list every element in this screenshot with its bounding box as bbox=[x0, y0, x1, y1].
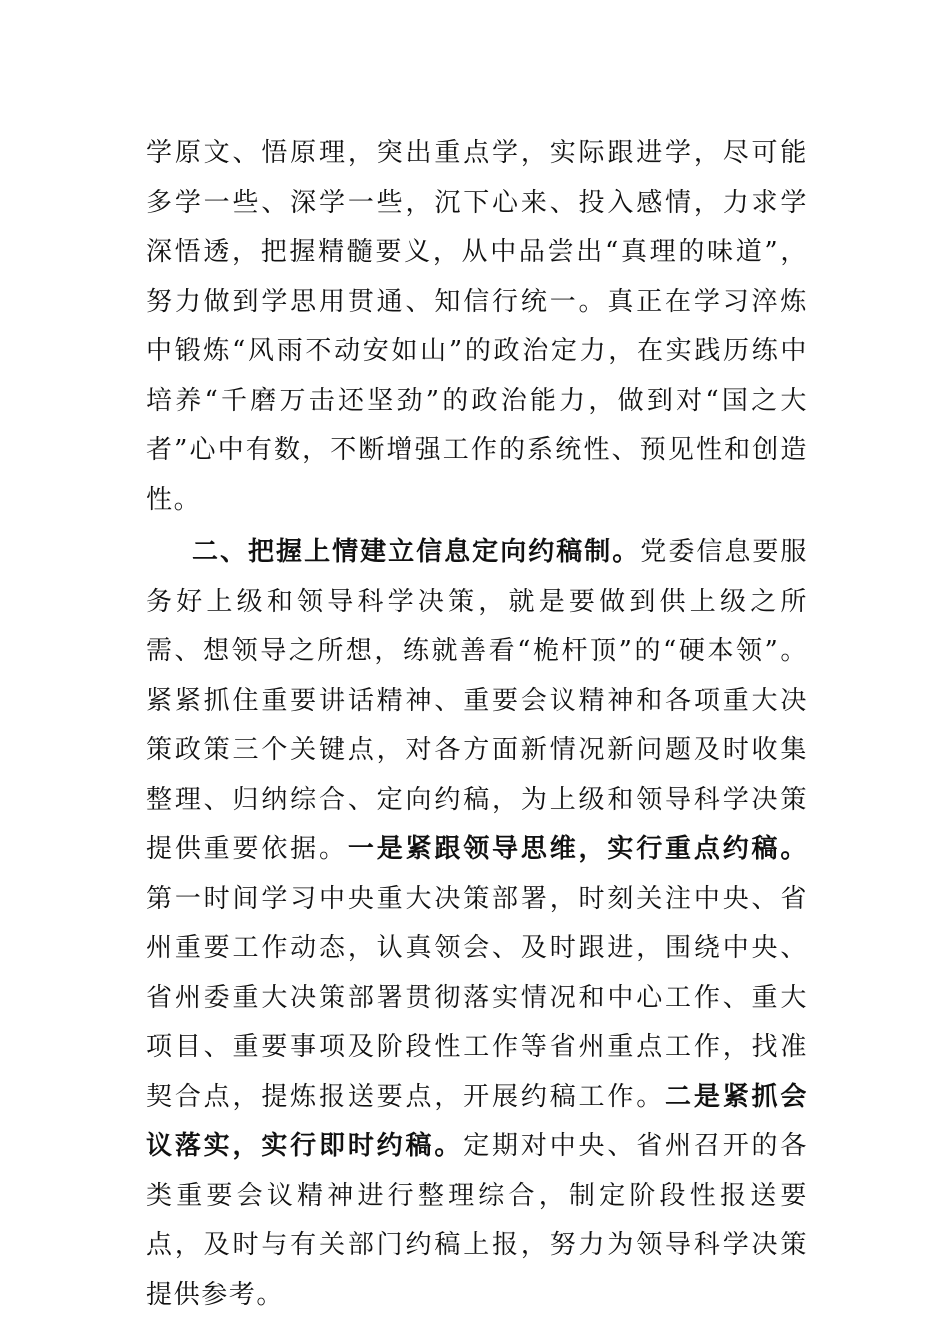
paragraph-section-two bbox=[146, 528, 808, 1320]
paragraph-text: 第一时间学习中央重大决策部署，时刻关注中央、省州重要工作动态，认真领会、及时跟进，围绕中央、省州委重大决策部署贯彻落实情况和中心工作、重大项目、重要事项及阶段性工作等省州重点工作，找准契合点，提炼报送要点，开展约稿工作。 bbox=[146, 883, 808, 1112]
point-two-heading: 二是紧抓会议落实，实行即时约稿。 bbox=[146, 1081, 808, 1161]
point-one-heading: 一是紧跟领导思维，实行重点约稿。 bbox=[347, 834, 808, 864]
section-heading: 二、把握上情建立信息定向约稿制。 bbox=[192, 537, 641, 567]
paragraph-text: 学原文、悟原理，突出重点学，实际跟进学，尽可能多学一些、深学一些，沉下心来、投入感情，力求学深悟透，把握精髓要义，从中品尝出“真理的味道”，努力做到学思用贯通、知信行统一。真正在学习淬炼中锻炼“风雨不动安如山”的政治定力，在实践历练中培养“千磨万击还坚劲”的政治能力，做到对“国之大者”心中有数，不断增强工作的系统性、预见性和创造性。 bbox=[146, 138, 808, 515]
paragraph-text: 定期对中央、省州召开的各类重要会议精神进行整理综合，制定阶段性报送要点，及时与有关部门约稿上报，努力为领导科学决策提供参考。 bbox=[146, 1131, 808, 1310]
paragraph-text: 党委信息要服务好上级和领导科学决策，就是要做到供上级之所需、想领导之所想，练就善看“桅杆顶”的“硬本领”。紧紧抓住重要讲话精神、重要会议精神和各项重大决策政策三个关键点，对各方面新情况新问题及时收集整理、归纳综合、定向约稿，为上级和领导科学决策提供重要依据。 bbox=[146, 537, 808, 864]
paragraph-study-principles bbox=[146, 129, 808, 525]
